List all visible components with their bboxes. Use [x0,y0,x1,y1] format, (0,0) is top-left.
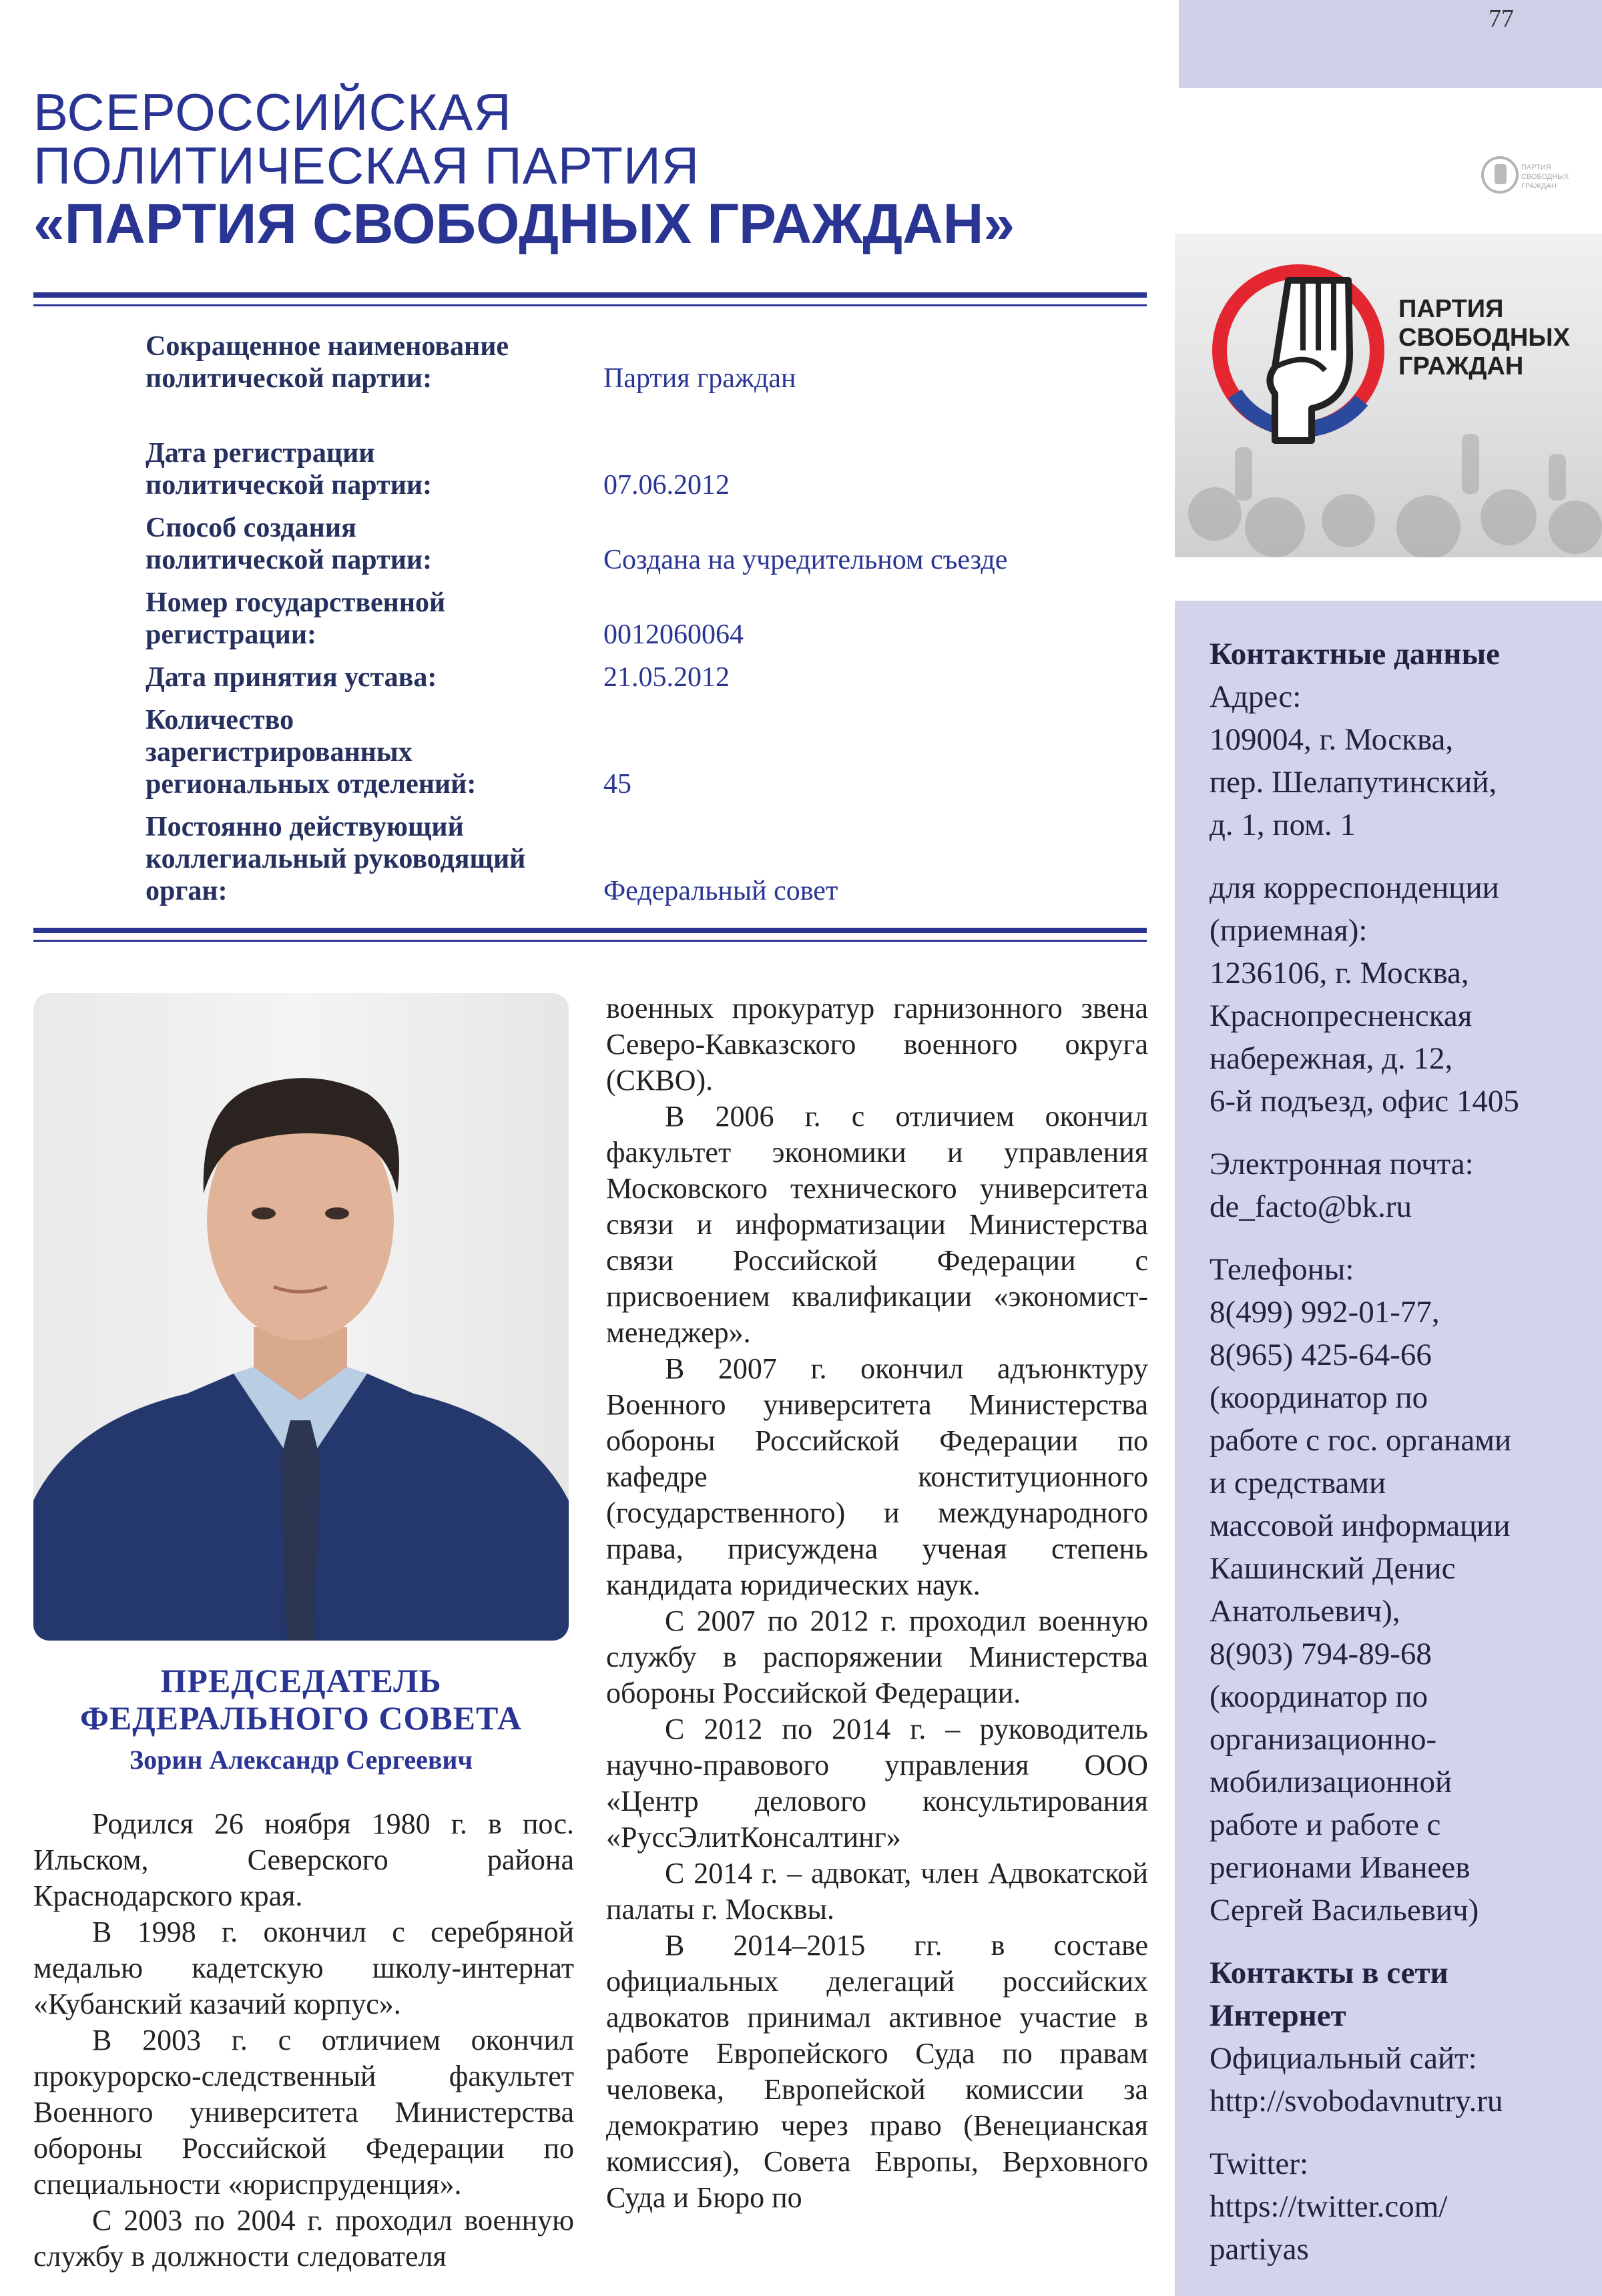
corr-line: Краснопресненская [1210,998,1473,1033]
corr-line: (приемная): [1210,913,1368,948]
phone: 8(499) 992-01-77, [1210,1295,1440,1330]
portrait-photo [33,993,569,1641]
info-label: Номер государственной регистрации: [146,587,446,650]
info-value: 45 [603,769,631,800]
internet-heading: Контакты в сети [1210,1956,1448,1990]
party-logo-panel [1175,234,1602,557]
bio-paragraph: С 2003 по 2004 г. проходил военную службу в должности следователя [33,2204,574,2273]
bio-paragraph: В 2006 г. с отличием окончил факультет экономики и управления Московского технического университета связи и информатизации Министерства связи Российской Федерации с присвоением квалификации «экономист-менеджер». [606,1100,1148,1349]
coordinator-line: организационно- [1210,1722,1437,1757]
svg-text:ПАРТИЯ: ПАРТИЯ [1521,164,1551,172]
logo-text-3: ГРАЖДАН [1398,352,1524,380]
bio-paragraph: С 2014 г. – адвокат, член Адвокатской палаты г. Москвы. [606,1857,1148,1926]
info-value: Партия граждан [603,363,796,394]
info-value: 0012060064 [603,619,744,650]
bio-left-column [33,1806,574,2275]
bio-paragraph: В 2014–2015 гг. в составе официальных делегаций российских адвокатов принимал активное участие в работе Европейского Суда по правам человека, Европейской комиссии за демократию через право (Венецианская комиссия), Совета Европы, Верховного Суда и Бюро по [606,1929,1148,2214]
coordinator-line: мобилизационной [1210,1765,1452,1799]
bio-right-column [606,990,1148,2216]
bio-paragraph: В 2003 г. с отличием окончил прокурорско-следственный факультет Военного университета Министерства обороны Российской Федерации по специальности «юриспруденция». [33,2024,574,2201]
site-link[interactable]: http://svobodavnutry.ru [1210,2084,1503,2118]
coordinator-line: массовой информации [1210,1508,1511,1543]
svg-text:ГРАЖДАН: ГРАЖДАН [1521,182,1557,190]
bio-paragraph: В 2007 г. окончил адъюнктуру Военного университета Министерства обороны Российской Федерации по кафедре конституционного (государственного) и международного права, присуждена ученая степень кандидата юридических наук. [606,1352,1148,1601]
title-party-name: «ПАРТИЯ СВОБОДНЫХ ГРАЖДАН» [33,192,1015,255]
phones-label: Телефоны: [1210,1252,1354,1287]
bio-paragraph: Родился 26 ноября 1980 г. в пос. Ильском, Северского района Краснодарского края. [33,1807,574,1912]
page-number: 77 [1489,5,1514,33]
corr-line: набережная, д. 12, [1210,1041,1453,1076]
email-link[interactable]: de_facto@bk.ru [1210,1189,1412,1224]
twitter-link[interactable]: https://twitter.com/ [1210,2189,1448,2224]
title-line: ВСЕРОССИЙСКАЯ [33,83,512,141]
corr-line: 6-й подъезд, офис 1405 [1210,1084,1519,1119]
svg-text:СВОБОДНЫХ: СВОБОДНЫХ [1521,173,1569,181]
coordinator-line: Анатольевич), [1210,1594,1400,1629]
logo-text-2: СВОБОДНЫХ [1398,324,1570,352]
info-label: Дата регистрации политической партии: [146,438,433,501]
bio-paragraph: С 2007 по 2012 г. проходил военную службу в распоряжении Министерства обороны Российской Федерации. [606,1605,1148,1709]
coordinator-line: работе с гос. органами [1210,1423,1512,1458]
info-label: Сокращенное наименование политической партии: [146,331,509,394]
info-label: Постоянно действующий коллегиальный руководящий орган: [146,812,526,906]
address-line: 109004, г. Москва, [1210,722,1454,757]
site-label: Официальный сайт: [1210,2041,1477,2076]
coordinator-line: Кашинский Денис [1210,1551,1456,1586]
info-value: Создана на учредительном съезде [603,545,1008,575]
title-rule-thin [33,304,1147,306]
title-line: ПОЛИТИЧЕСКАЯ ПАРТИЯ [33,136,700,195]
page-title [33,85,1015,255]
twitter-label: Twitter: [1210,2146,1309,2181]
logo-text-1: ПАРТИЯ [1398,295,1504,323]
coordinator-line: Сергей Васильевич) [1210,1893,1479,1928]
info-label: Количество зарегистрированных региональных отделений: [146,705,477,800]
bio-paragraph: В 1998 г. окончил с серебряной медалью кадетскую школу-интернат «Кубанский казачий корпус». [33,1916,574,2020]
chairman-position: ПРЕДСЕДАТЕЛЬ ФЕДЕРАЛЬНОГО СОВЕТА [79,1662,523,1737]
title-rule-thick [33,292,1147,298]
info-value: 07.06.2012 [603,470,730,501]
coordinator-line: (координатор по [1210,1679,1428,1714]
small-party-logo [1479,147,1585,207]
address-line: д. 1, пом. 1 [1210,808,1356,842]
address-line: пер. Шелапутинский, [1210,765,1497,800]
address-label: Адрес: [1210,679,1302,714]
table-rule-thin [33,940,1147,942]
email-label: Электронная почта: [1210,1147,1474,1181]
info-label: Дата принятия устава: [146,662,437,693]
twitter-link[interactable]: partiyas [1210,2232,1309,2267]
phone: 8(965) 425-64-66 [1210,1338,1432,1372]
party-logo [1175,234,1602,557]
phone: 8(903) 794-89-68 [1210,1637,1432,1671]
coordinator-line: работе и работе с [1210,1807,1441,1842]
contacts-block [1210,633,1583,2291]
info-value: 21.05.2012 [603,662,730,693]
chairman-name: Зорин Александр Сергеевич [129,1745,473,1775]
coordinator-line: регионами Иванеев [1210,1850,1471,1885]
corr-line: для корреспонденции [1210,870,1499,905]
contacts-heading: Контактные данные [1210,637,1501,671]
corr-line: 1236106, г. Москва, [1210,956,1469,990]
info-value: Федеральный совет [603,876,838,906]
internet-heading: Интернет [1210,1998,1346,2033]
table-rule-thick [33,928,1147,933]
sidebar-top-band [1179,0,1602,88]
info-label: Способ создания политической партии: [146,513,433,575]
coordinator-line: (координатор по [1210,1380,1428,1415]
coordinator-line: и средствами [1210,1466,1386,1500]
bio-paragraph: военных прокуратур гарнизонного звена Северо-Кавказского военного округа (СКВО). [606,992,1148,1097]
bio-paragraph: С 2012 по 2014 г. – руководитель научно-правового управления ООО «Центр делового консультирования «РуссЭлитКонсалтинг» [606,1713,1148,1853]
